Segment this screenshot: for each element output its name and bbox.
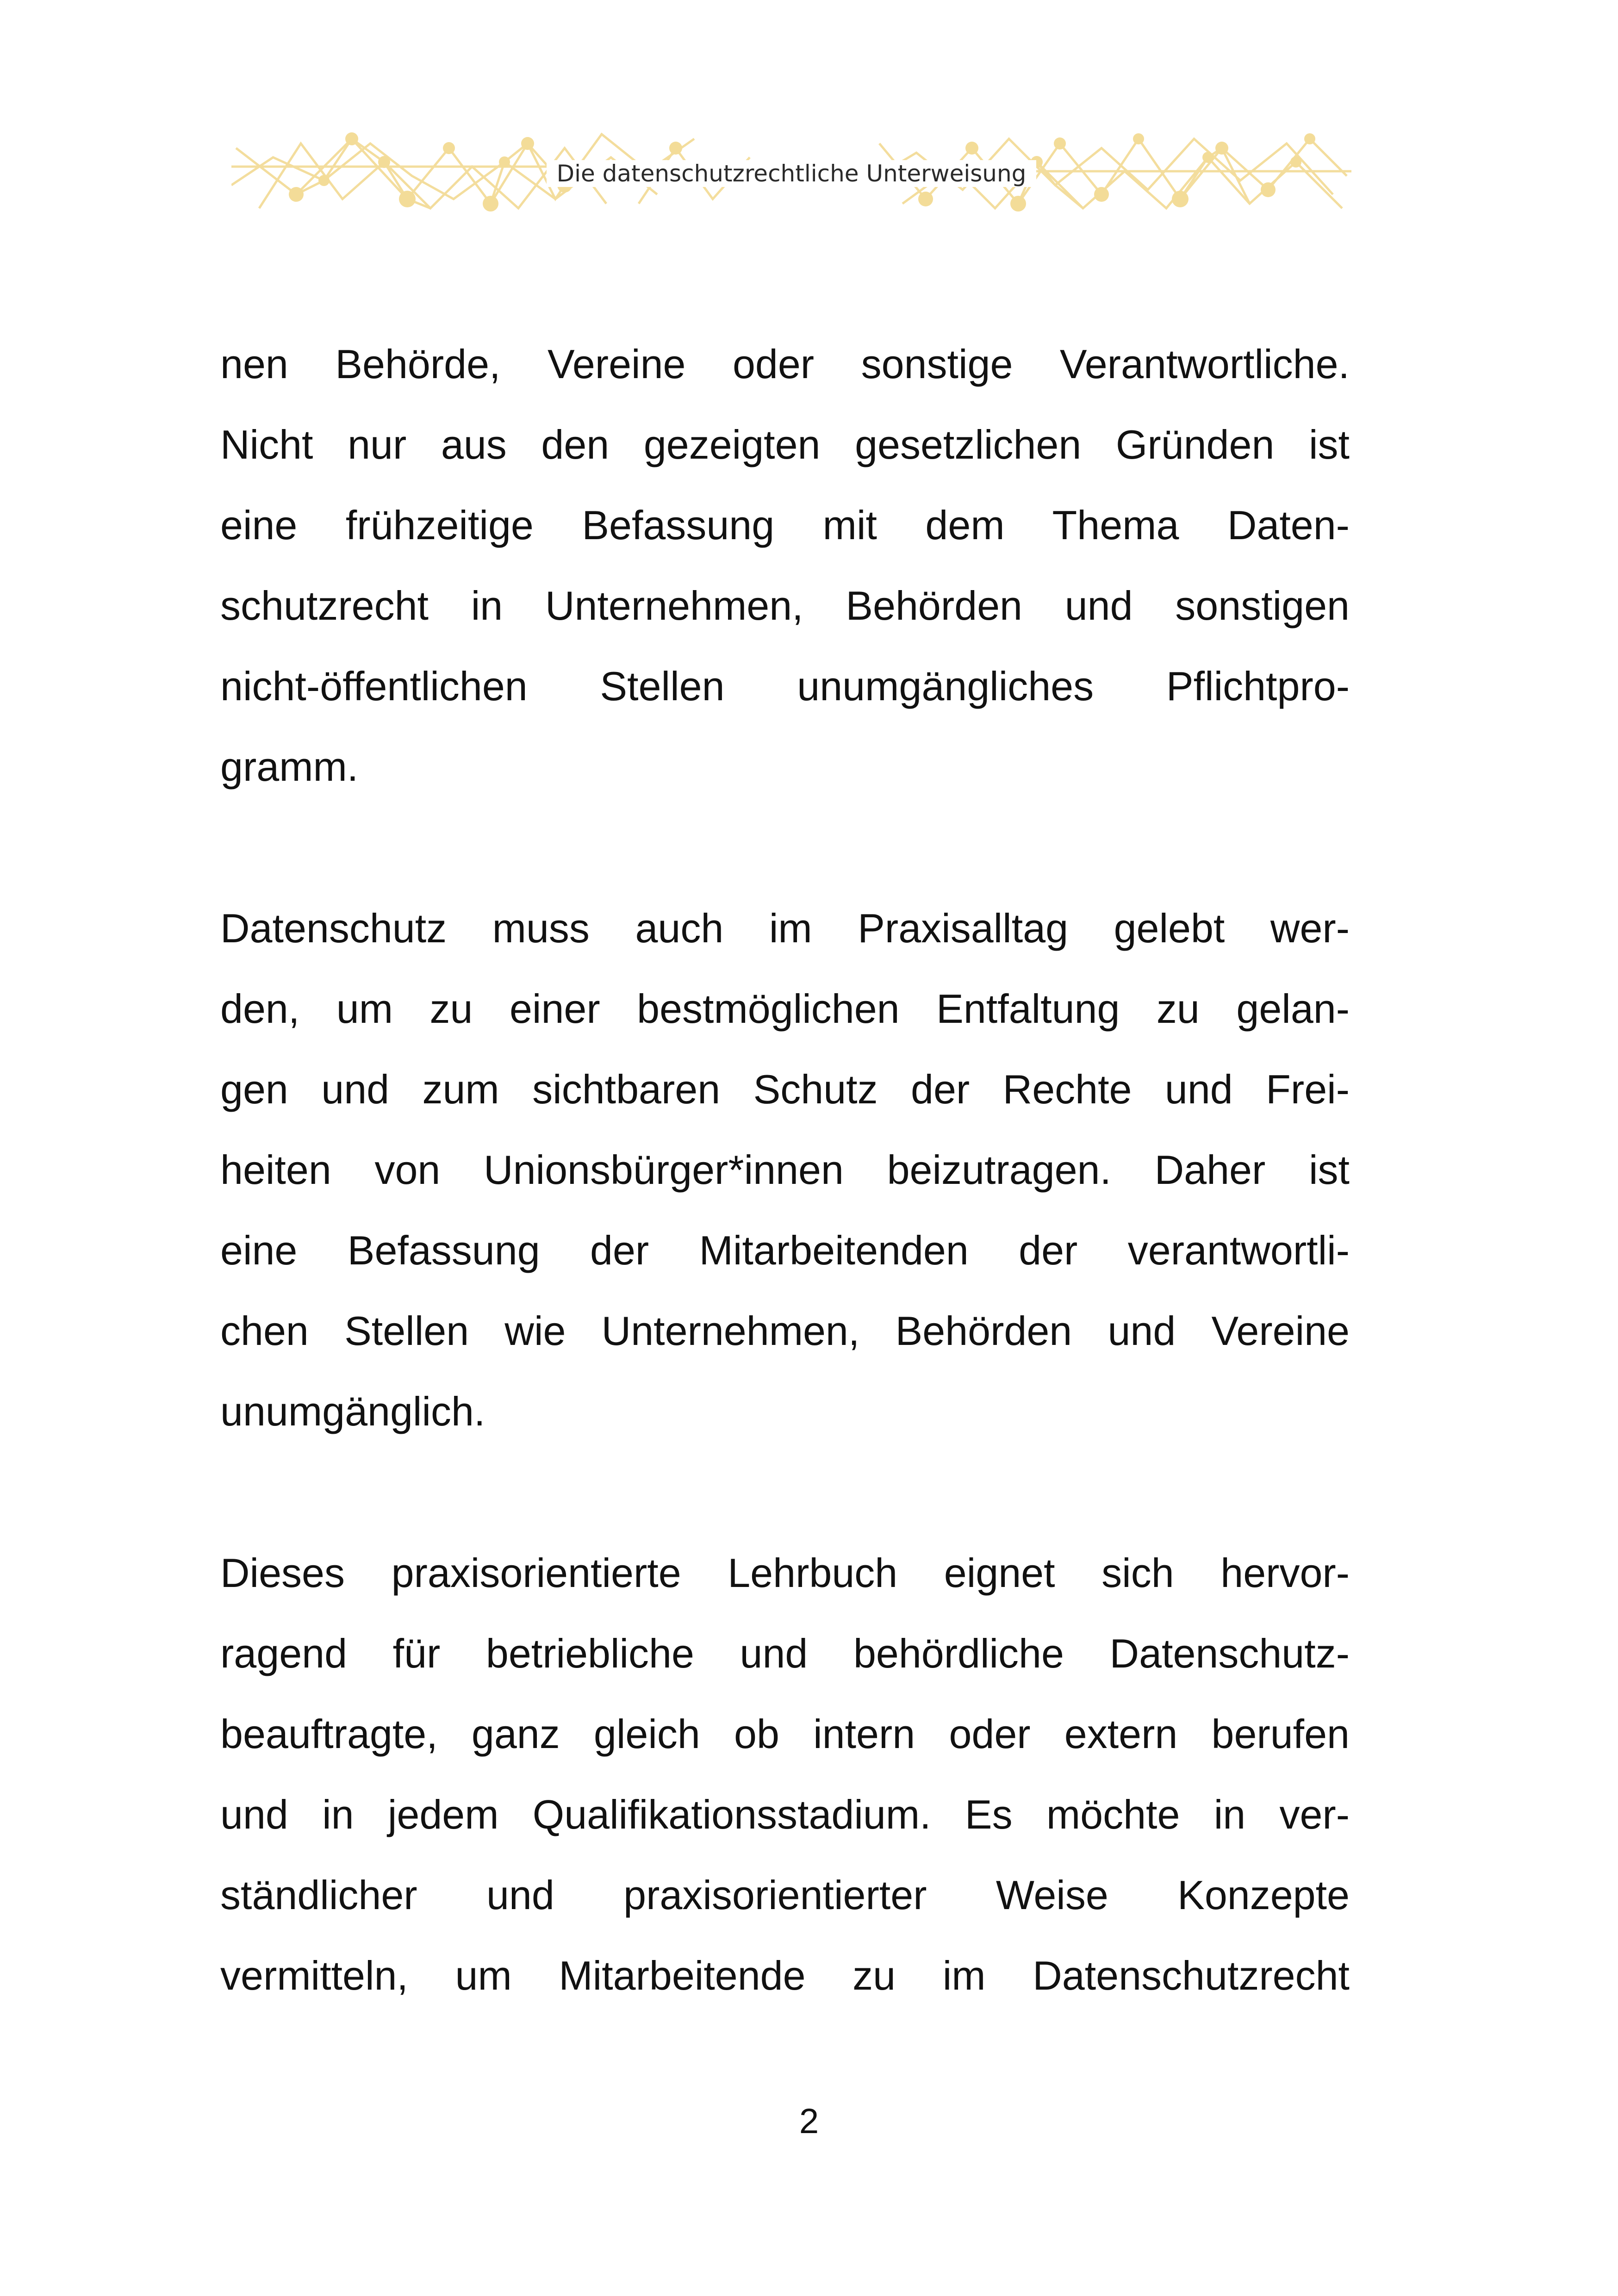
text-line: ragend für betriebliche und behördliche Datenschutz- xyxy=(220,1630,1350,1676)
text-line: vermitteln, um Mitarbeitende zu im Datenschutzrecht xyxy=(220,1953,1350,1998)
text-line: den, um zu einer bestmöglichen Entfaltung zu gelan- xyxy=(220,986,1350,1032)
text-line: nicht-öffentlichen Stellen unumgängliches Pflichtpro- xyxy=(220,663,1350,709)
text-line: schutzrecht in Unternehmen, Behörden und sonstigen xyxy=(220,583,1350,628)
text-line: und in jedem Qualifikationsstadium. Es möchte in ver- xyxy=(220,1792,1350,1837)
text-line: ständlicher und praxisorientierter Weise Konzepte xyxy=(220,1872,1350,1918)
text-line: Nicht nur aus den gezeigten gesetzlichen Gründen ist xyxy=(220,422,1350,467)
text-line: Dieses praxisorientierte Lehrbuch eignet sich hervor- xyxy=(220,1550,1350,1596)
body-text xyxy=(220,324,1350,2097)
text-line: beauftragte, ganz gleich ob intern oder extern berufen xyxy=(220,1711,1350,1757)
text-line: eine frühzeitige Befassung mit dem Thema Daten- xyxy=(220,502,1350,548)
text-line: gramm. xyxy=(220,744,359,790)
text-line: chen Stellen wie Unternehmen, Behörden und Vereine xyxy=(220,1308,1350,1354)
text-line: Datenschutz muss auch im Praxisalltag gelebt wer- xyxy=(220,905,1350,951)
page-number: 2 xyxy=(799,2102,819,2141)
header-title-text: Die datenschutzrechtliche Unterweisung xyxy=(547,160,1037,187)
text-line: unumgänglich. xyxy=(220,1388,485,1434)
text-line: nen Behörde, Vereine oder sonstige Verantwortliche. xyxy=(220,341,1350,387)
text-line: heiten von Unionsbürger*innen beizutragen. Daher ist xyxy=(220,1147,1350,1193)
paragraph-2 xyxy=(220,888,1350,1452)
running-header xyxy=(231,130,1351,213)
header-title xyxy=(231,160,1351,187)
text-line: gen und zum sichtbaren Schutz der Rechte und Frei- xyxy=(220,1066,1350,1112)
paragraph-3 xyxy=(220,1533,1350,2016)
text-line: eine Befassung der Mitarbeitenden der verantwortli- xyxy=(220,1227,1350,1273)
paragraph-1 xyxy=(220,324,1350,807)
